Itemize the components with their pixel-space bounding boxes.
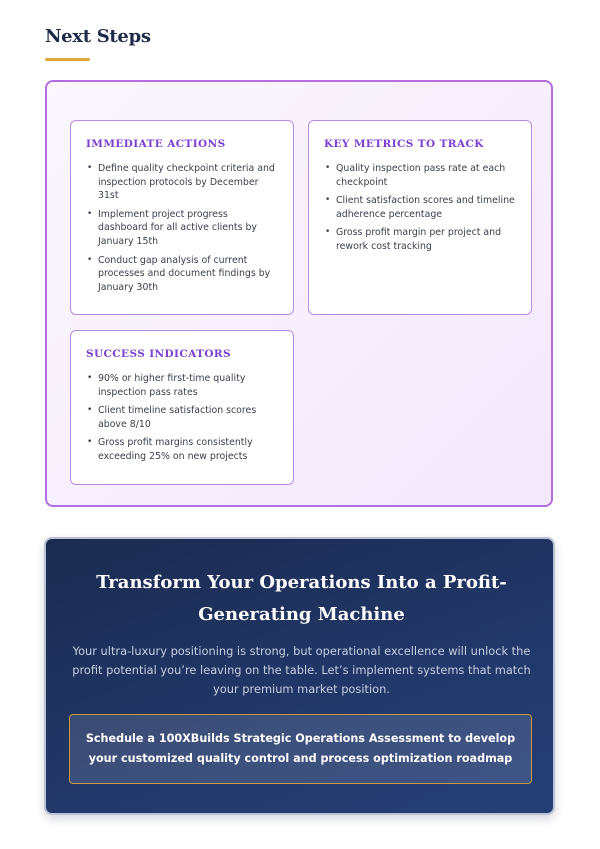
card-heading: SUCCESS INDICATORS bbox=[86, 348, 231, 360]
cta-action-text: Schedule a 100XBuilds Strategic Operations Assessment to develop your customized quality control and process optimization roadmap bbox=[85, 732, 516, 765]
cta-banner bbox=[44, 537, 555, 815]
bullet-icon: • bbox=[87, 208, 93, 219]
card-heading: IMMEDIATE ACTIONS bbox=[86, 138, 226, 150]
list-item bbox=[86, 372, 279, 399]
key-metrics-card bbox=[308, 120, 532, 315]
bullet-icon: • bbox=[325, 195, 331, 206]
list-item bbox=[86, 404, 279, 431]
immediate-actions-card bbox=[70, 120, 294, 315]
bullet-icon: • bbox=[325, 227, 331, 238]
bullet-icon: • bbox=[87, 437, 93, 448]
list-item-text: Client satisfaction scores and timeline adherence percentage bbox=[336, 195, 515, 220]
list-item bbox=[324, 226, 517, 253]
list-item-text: 90% or higher first-time quality inspection pass rates bbox=[98, 373, 246, 398]
list-item bbox=[86, 436, 279, 463]
bullet-icon: • bbox=[87, 405, 93, 416]
success-indicators-card bbox=[70, 330, 294, 485]
cta-body: Your ultra-luxury positioning is strong, but operational excellence will unlock the profit potential you’re leaving on the table. Let’s implement systems that match your premium market position. bbox=[72, 644, 531, 696]
bullet-icon: • bbox=[87, 163, 93, 173]
list-item-text: Define quality checkpoint criteria and inspection protocols by December 31st bbox=[98, 163, 275, 202]
next-steps-panel bbox=[45, 80, 553, 507]
list-item bbox=[86, 162, 279, 203]
success-indicators-list bbox=[86, 372, 279, 464]
list-item-text: Client timeline satisfaction scores above 8/10 bbox=[98, 405, 257, 430]
list-item bbox=[324, 162, 517, 189]
list-item bbox=[86, 208, 279, 249]
key-metrics-list bbox=[324, 162, 517, 254]
list-item-text: Quality inspection pass rate at each checkpoint bbox=[336, 163, 506, 188]
section-title: Next Steps bbox=[45, 26, 151, 47]
list-item-text: Gross profit margins consistently exceeding 25% on new projects bbox=[98, 437, 253, 462]
cta-action-box[interactable] bbox=[69, 714, 532, 784]
list-item-text: Gross profit margin per project and rework cost tracking bbox=[336, 227, 502, 252]
list-item-text: Implement project progress dashboard for all active clients by January 15th bbox=[98, 208, 257, 247]
bullet-icon: • bbox=[325, 163, 331, 173]
list-item bbox=[86, 254, 279, 295]
immediate-actions-list bbox=[86, 162, 279, 294]
title-underline bbox=[45, 58, 90, 61]
bullet-icon: • bbox=[87, 254, 93, 265]
list-item bbox=[324, 194, 517, 221]
cta-title: Transform Your Operations Into a Profit-Generating Machine bbox=[96, 572, 507, 625]
list-item-text: Conduct gap analysis of current processes and document findings by January 30th bbox=[98, 254, 271, 293]
bullet-icon: • bbox=[87, 373, 93, 383]
card-heading: KEY METRICS TO TRACK bbox=[324, 138, 484, 150]
